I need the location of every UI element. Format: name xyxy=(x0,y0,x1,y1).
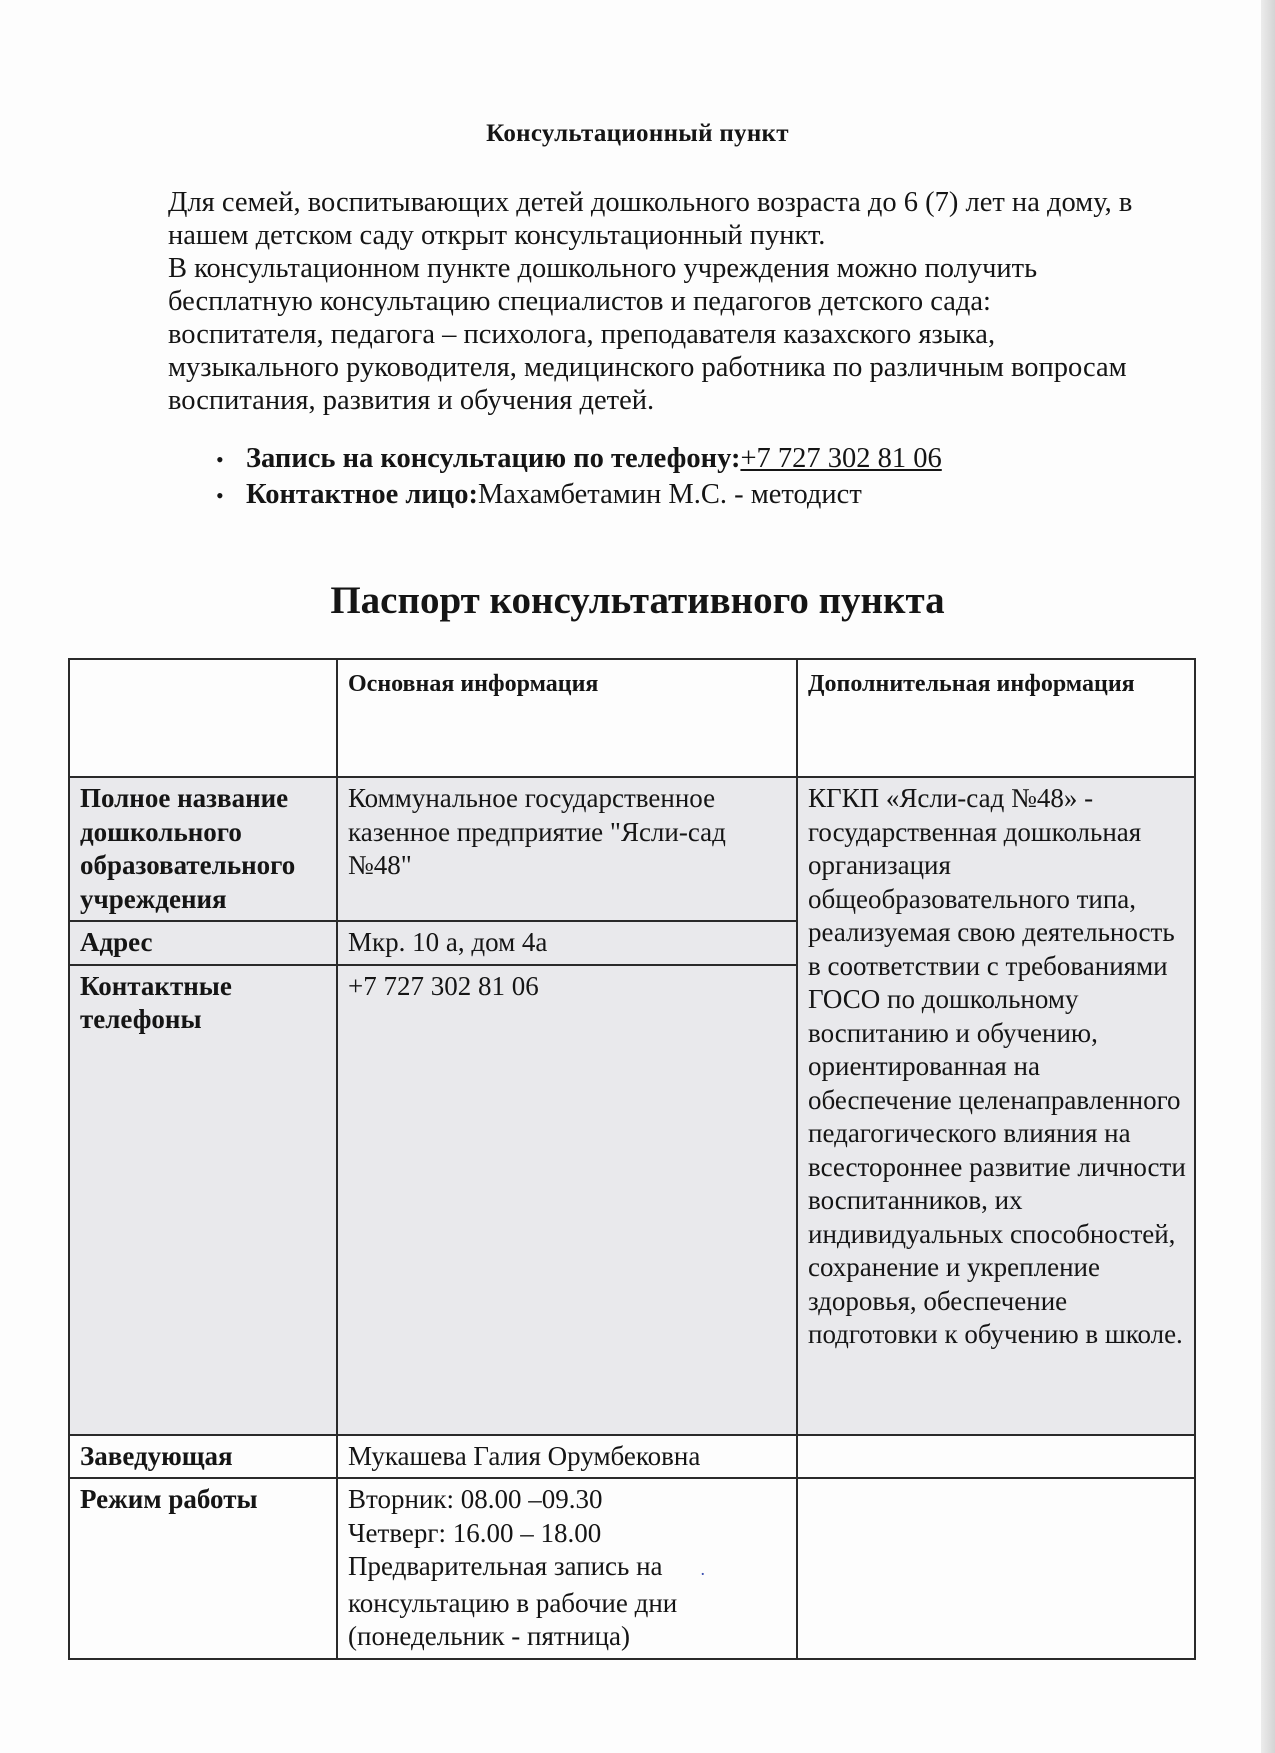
list-item-contact xyxy=(216,477,942,513)
header-main-info: Основная информация xyxy=(337,659,797,777)
bullet-icon: • xyxy=(216,447,224,472)
passport-table xyxy=(68,658,1196,1660)
intro-text xyxy=(168,186,1148,417)
schedule-line: Четверг: 16.00 – 18.00 xyxy=(348,1517,602,1548)
header-empty xyxy=(69,659,337,777)
list-item-phone xyxy=(216,441,942,477)
header-extra-info: Дополнительная информация xyxy=(797,659,1195,777)
intro-paragraph-1: Для семей, воспитывающих детей дошкольного возраста до 6 (7) лет на дому, в нашем детском саду открыт консультационный пункт. xyxy=(168,187,1133,251)
bullet-icon: • xyxy=(216,483,224,508)
schedule-line: консультацию в рабочие дни xyxy=(348,1587,678,1618)
dot-mark: . xyxy=(700,1559,706,1579)
schedule-extra xyxy=(797,1478,1195,1659)
schedule-line: (понедельник - пятница) xyxy=(348,1621,631,1651)
head-value: Мукашева Галия Орумбековна xyxy=(337,1435,797,1479)
head-label: Заведующая xyxy=(69,1435,337,1479)
address-label: Адрес xyxy=(69,921,337,965)
extra-info-text: КГКП «Ясли-сад №48» - государственная дошкольная организация общеобразовательного типа, реализуемая свою деятельность в соответствии с требованиями ГОСО по дошкольному воспитанию и обучению, ориентированная на обеспечение целенаправленного педагогического влияния на всестороннее развитие личности воспитанников, их индивидуальных способностей, сохранение и укрепление здоровья, обеспечение подготовки к обучению в школе. xyxy=(797,777,1195,1435)
schedule-value xyxy=(337,1478,797,1659)
passport-title: Паспорт консультативного пункта xyxy=(330,579,945,622)
contact-value: Махамбетамин М.С. - методист xyxy=(477,479,862,510)
schedule-line: Вторник: 08.00 –09.30 xyxy=(348,1484,603,1514)
full-name-label: Полное название дошкольного образовательного учреждения xyxy=(69,777,337,921)
phones-value: +7 727 302 81 06 xyxy=(337,965,797,1435)
table-row xyxy=(69,1435,1195,1479)
table-row xyxy=(69,777,1195,921)
contact-label: Контактное лицо: xyxy=(246,479,478,510)
phone-link[interactable]: +7 727 302 81 06 xyxy=(740,443,942,474)
head-extra xyxy=(797,1435,1195,1479)
address-value: Мкр. 10 а, дом 4а xyxy=(337,921,797,965)
intro-paragraph-2: В консультационном пункте дошкольного учреждения можно получить бесплатную консультацию специалистов и педагогов детского сада: воспитателя, педагога – психолога, преподавателя казахского языка, музыкального руководителя, медицинского работника по различным вопросам воспитания, развития и обучения детей. xyxy=(168,253,1127,416)
phone-label: Запись на консультацию по телефону: xyxy=(246,443,741,474)
phones-label: Контактные телефоны xyxy=(69,965,337,1435)
page-heading: Консультационный пункт xyxy=(486,120,789,147)
schedule-label: Режим работы xyxy=(69,1478,337,1659)
table-row xyxy=(69,1478,1195,1659)
contact-list xyxy=(216,441,942,513)
schedule-line: Предварительная запись на . xyxy=(348,1550,788,1587)
table-header-row xyxy=(69,659,1195,777)
full-name-value: Коммунальное государственное казенное предприятие "Ясли-сад №48" xyxy=(337,777,797,921)
scan-edge xyxy=(1261,0,1275,1753)
